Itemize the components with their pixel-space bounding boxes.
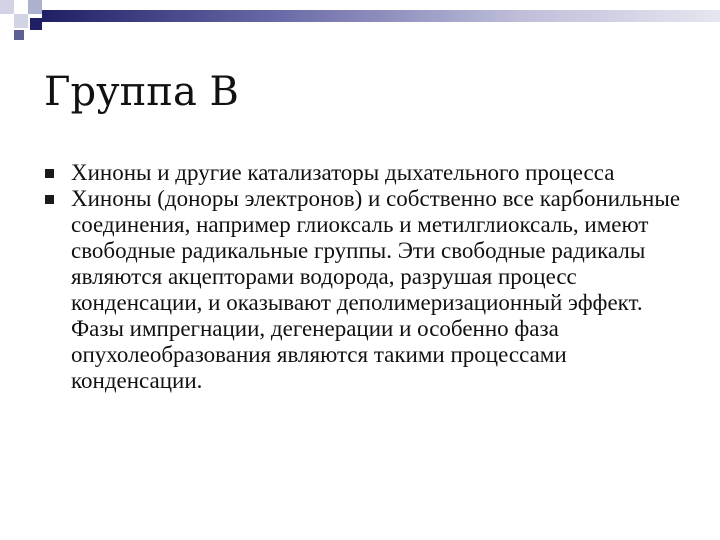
decor-square [0, 0, 14, 14]
decor-square [14, 30, 24, 40]
decor-gradient-bar [42, 10, 720, 22]
bullet-list [44, 160, 684, 394]
square-bullet-icon [45, 169, 54, 178]
bullet-item [44, 186, 684, 394]
bullet-text: Хиноны (доноры электронов) и собственно все карбонильные соединения, например глиоксаль и метилглиоксаль, имеют свободные радикальные группы. Эти свободные радикалы являются акцепторами водорода, разрушая процесс конденсации, и оказывают деполимеризационный эффект. Фазы импрегнации, дегенерации и особенно фаза опухолеобразования являются такими процессами конденсации. [71, 186, 681, 393]
bullet-text: Хиноны и другие катализаторы дыхательного процесса [71, 160, 615, 185]
decor-square [14, 14, 28, 28]
square-bullet-icon [45, 195, 54, 204]
decor-square [28, 0, 42, 14]
decor-square [30, 18, 42, 30]
slide-title: Группа В [44, 69, 239, 115]
bullet-item [44, 160, 684, 186]
